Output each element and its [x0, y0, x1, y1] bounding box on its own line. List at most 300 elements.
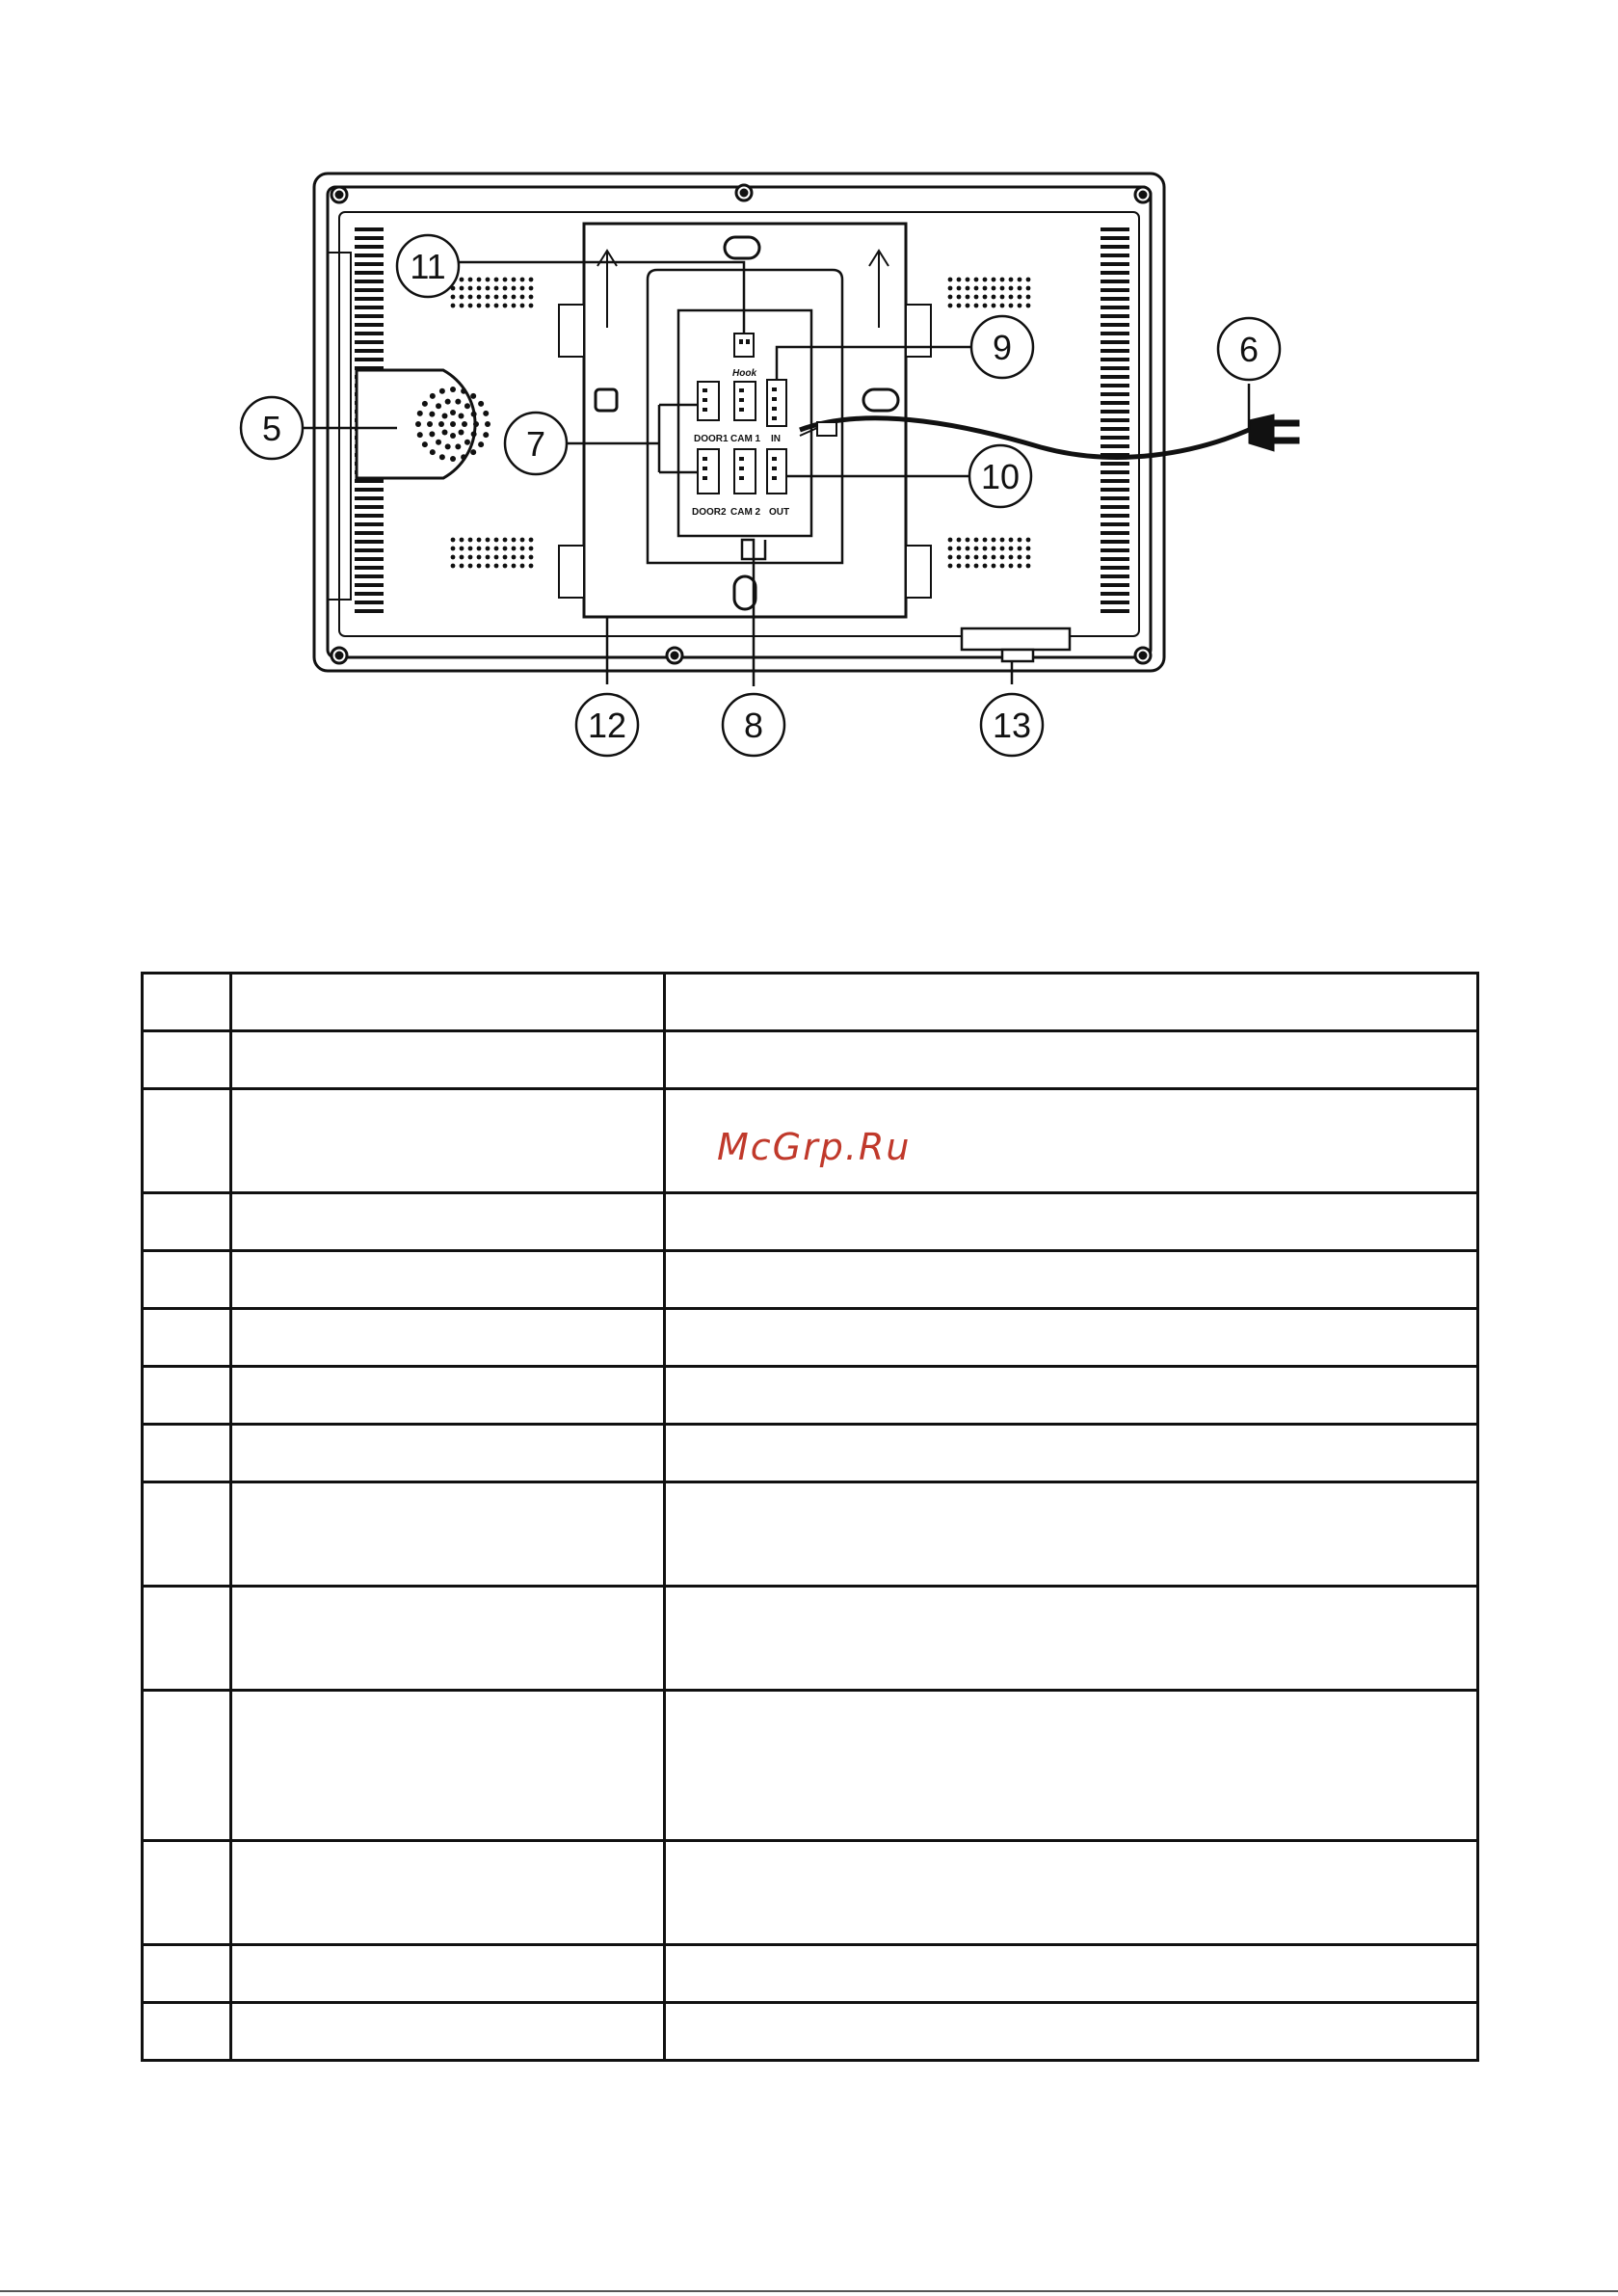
speaker-hole [471, 412, 477, 417]
vent-slot [1101, 227, 1129, 231]
grille-dot [512, 555, 517, 560]
grille-dot [468, 304, 473, 308]
speaker-hole [450, 421, 456, 427]
grille-dot [494, 286, 499, 291]
grille-dot [966, 547, 970, 551]
table-cell [665, 1089, 1478, 1193]
speaker-hole [470, 393, 476, 399]
grille-dot [468, 278, 473, 282]
door2-connector [698, 449, 719, 494]
speaker-hole [450, 433, 456, 439]
grille-dot [974, 278, 979, 282]
grille-dot [1009, 304, 1014, 308]
grille-dot [529, 304, 534, 308]
grille-dot [948, 295, 953, 300]
callout-12: 12 [587, 706, 627, 745]
grille-dot [1009, 538, 1014, 543]
grille-dot [529, 538, 534, 543]
vent-slot [1101, 574, 1129, 578]
vent-slot [355, 288, 384, 292]
vent-slot [355, 548, 384, 552]
grille-dot [1018, 304, 1022, 308]
grille-dot [460, 564, 464, 569]
speaker-hole [455, 399, 461, 405]
grille-dot [494, 304, 499, 308]
grille-dot [974, 304, 979, 308]
vent-slot [355, 540, 384, 544]
table-cell [143, 1841, 231, 1945]
speaker-hole [458, 414, 464, 419]
vent-slot [1101, 540, 1129, 544]
grille-dot [983, 538, 988, 543]
grille-dot [974, 286, 979, 291]
grille-dot [494, 278, 499, 282]
vent-slot [355, 332, 384, 335]
vent-slot [355, 566, 384, 570]
vent-slot [1101, 358, 1129, 361]
table-cell [665, 1251, 1478, 1309]
grille-dot [460, 547, 464, 551]
vent-slot [1101, 245, 1129, 249]
grille-dot [451, 564, 456, 569]
table-row [143, 1309, 1478, 1367]
label-hook: Hook [732, 368, 756, 379]
table-row [143, 1031, 1478, 1089]
vent-slot [1101, 323, 1129, 327]
table-cell [143, 1425, 231, 1482]
callout-7: 7 [525, 424, 546, 464]
table-cell [143, 1089, 231, 1193]
grille-dot [529, 286, 534, 291]
grille-dot [520, 286, 525, 291]
vent-slot [1101, 548, 1129, 552]
vent-slot [1101, 375, 1129, 379]
speaker-hole [430, 393, 436, 399]
vent-slot [1101, 384, 1129, 387]
grille-dot [494, 564, 499, 569]
grille-dot [529, 278, 534, 282]
grille-dot [974, 547, 979, 551]
table-cell [665, 1367, 1478, 1425]
speaker-hole [450, 410, 456, 415]
grille-dot [957, 564, 962, 569]
grille-dot [948, 555, 953, 560]
grille-dot [529, 564, 534, 569]
door1-connector [698, 382, 719, 420]
speaker-hole [461, 388, 466, 394]
grille-dot [512, 547, 517, 551]
grille-dot [966, 564, 970, 569]
grille-dot [468, 286, 473, 291]
grille-dot [460, 295, 464, 300]
spec-table-body [143, 974, 1478, 2061]
grille-dot [1000, 295, 1005, 300]
grille-dot [512, 278, 517, 282]
table-row [143, 974, 1478, 1031]
table-cell [231, 1193, 665, 1251]
grille-dot [451, 304, 456, 308]
vent-slot [355, 280, 384, 283]
grille-dot [503, 286, 508, 291]
vent-slot [355, 496, 384, 500]
table-cell [231, 1367, 665, 1425]
grille-dot [529, 555, 534, 560]
callout-10: 10 [980, 457, 1021, 496]
vent-slot [1101, 496, 1129, 500]
grille-dot [983, 304, 988, 308]
table-cell [665, 2003, 1478, 2061]
table-cell [143, 1367, 231, 1425]
grille-dot [1026, 555, 1031, 560]
table-cell [143, 1193, 231, 1251]
vent-slot [355, 505, 384, 509]
speaker-hole [422, 441, 428, 447]
grille-dot [451, 547, 456, 551]
grille-dot [1018, 547, 1022, 551]
vent-slot [355, 340, 384, 344]
grille-dot [486, 278, 491, 282]
label-cam1: CAM 1 [730, 434, 761, 444]
speaker-hole [430, 449, 436, 455]
table-cell [665, 1425, 1478, 1482]
vent-slot [355, 262, 384, 266]
grille-dot [992, 304, 996, 308]
grille-dot [1000, 555, 1005, 560]
callout-5: 5 [261, 409, 282, 448]
grille-dot [503, 278, 508, 282]
speaker-hole [461, 454, 466, 460]
grille-dot [529, 547, 534, 551]
label-door1: DOOR1 [694, 434, 729, 444]
grille-dot [1026, 304, 1031, 308]
grille-dot [468, 538, 473, 543]
grille-dot [983, 295, 988, 300]
speaker-hole [483, 432, 489, 438]
grille-dot [1009, 547, 1014, 551]
table-cell [665, 1193, 1478, 1251]
vent-slot [1101, 566, 1129, 570]
speaker-hole [439, 388, 445, 394]
grille-dot [992, 538, 996, 543]
vent-slot [355, 245, 384, 249]
grille-dot [948, 538, 953, 543]
vent-slot [355, 271, 384, 275]
speaker-hole [438, 421, 444, 427]
grille-dot [520, 555, 525, 560]
grille-dot [974, 555, 979, 560]
grille-dot [1000, 286, 1005, 291]
grille-dot [983, 547, 988, 551]
table-cell [231, 1691, 665, 1841]
table-cell [231, 1425, 665, 1482]
grille-dot [1026, 295, 1031, 300]
grille-dot [1000, 278, 1005, 282]
vent-slot [355, 254, 384, 257]
grille-dot [983, 555, 988, 560]
vent-slot [1101, 410, 1129, 414]
speaker-hole [422, 401, 428, 407]
grille-dot [1009, 564, 1014, 569]
callout-8: 8 [743, 706, 764, 745]
grille-dot [1009, 555, 1014, 560]
speaker-hole [450, 456, 456, 462]
vent-slot [1101, 314, 1129, 318]
grille-dot [486, 547, 491, 551]
grille-dot [1000, 304, 1005, 308]
grille-dot [503, 555, 508, 560]
grille-dot [966, 538, 970, 543]
grille-dot [983, 278, 988, 282]
grille-dot [468, 295, 473, 300]
grille-dot [477, 564, 482, 569]
vent-slot [1101, 479, 1129, 483]
label-door2: DOOR2 [692, 507, 727, 518]
grille-dot [948, 304, 953, 308]
vent-slot [355, 349, 384, 353]
vent-slot [1101, 601, 1129, 604]
speaker-hole [483, 411, 489, 416]
speaker-hole [450, 387, 456, 392]
grille-dot [957, 304, 962, 308]
vent-slot [355, 601, 384, 604]
table-row [143, 1482, 1478, 1587]
grille-dot [1018, 286, 1022, 291]
label-cam2: CAM 2 [730, 507, 761, 518]
grille-dot [1009, 295, 1014, 300]
grille-dot [992, 278, 996, 282]
speaker-hole [415, 421, 421, 427]
speaker-hole [470, 449, 476, 455]
grille-dot [1026, 547, 1031, 551]
grille-dot [477, 286, 482, 291]
grille-dot [494, 555, 499, 560]
vent-slot [1101, 392, 1129, 396]
grille-dot [1026, 278, 1031, 282]
grille-dot [520, 278, 525, 282]
cam2-connector [734, 449, 756, 494]
grille-dot [957, 555, 962, 560]
grille-dot [1000, 547, 1005, 551]
vent-slot [1101, 349, 1129, 353]
speaker-hole [442, 429, 448, 435]
speaker-hole [436, 403, 441, 409]
vent-slot [1101, 583, 1129, 587]
speaker-hole [442, 414, 448, 419]
table-cell [665, 1482, 1478, 1587]
vent-slot [355, 297, 384, 301]
vent-slot [355, 574, 384, 578]
table-row [143, 2003, 1478, 2061]
grille-dot [494, 295, 499, 300]
speaker-hole [429, 412, 435, 417]
vent-slot [355, 358, 384, 361]
vent-slot [1101, 531, 1129, 535]
grille-dot [983, 286, 988, 291]
grille-dot [974, 538, 979, 543]
grille-dot [966, 555, 970, 560]
grille-dot [460, 304, 464, 308]
vent-slot [1101, 462, 1129, 466]
grille-dot [477, 538, 482, 543]
grille-dot [957, 295, 962, 300]
speaker-hole [417, 411, 423, 416]
table-row [143, 1841, 1478, 1945]
table-cell [231, 974, 665, 1031]
vent-slot [355, 314, 384, 318]
grille-dot [503, 304, 508, 308]
table-cell [231, 1482, 665, 1587]
grille-dot [520, 295, 525, 300]
grille-dot [512, 564, 517, 569]
grille-dot [486, 295, 491, 300]
table-cell [143, 1031, 231, 1089]
callout-6: 6 [1238, 330, 1260, 369]
grille-dot [486, 304, 491, 308]
grille-dot [1026, 286, 1031, 291]
vent-slot [1101, 262, 1129, 266]
vent-slot [355, 522, 384, 526]
grille-dot [486, 555, 491, 560]
callout-9: 9 [992, 328, 1013, 367]
grille-dot [494, 538, 499, 543]
speaker-hole [436, 440, 441, 445]
vent-slot [1101, 401, 1129, 405]
table-row [143, 1945, 1478, 2003]
grille-dot [957, 286, 962, 291]
grille-dot [957, 278, 962, 282]
table-cell [143, 974, 231, 1031]
cam1-connector [734, 382, 756, 420]
grille-dot [520, 304, 525, 308]
vent-slot [355, 592, 384, 596]
grille-dot [983, 564, 988, 569]
vent-slot [1101, 488, 1129, 492]
vent-slot [1101, 609, 1129, 613]
speaker-hole [471, 431, 477, 437]
grille-dot [992, 555, 996, 560]
speaker-hole [464, 403, 470, 409]
grille-dot [992, 564, 996, 569]
grille-dot [503, 295, 508, 300]
vent-slot [1101, 236, 1129, 240]
grille-dot [460, 286, 464, 291]
grille-dot [460, 538, 464, 543]
vent-slot [355, 479, 384, 483]
grille-dot [494, 547, 499, 551]
watermark-text: McGrp.Ru [717, 1126, 912, 1168]
grille-dot [460, 278, 464, 282]
grille-dot [957, 547, 962, 551]
callout-11: 11 [410, 247, 446, 286]
grille-dot [477, 555, 482, 560]
vent-slot [1101, 288, 1129, 292]
grille-dot [1018, 538, 1022, 543]
vent-slot [1101, 592, 1129, 596]
table-row [143, 1367, 1478, 1425]
grille-dot [451, 555, 456, 560]
grille-dot [486, 564, 491, 569]
vent-slot [1101, 297, 1129, 301]
table-cell [231, 1945, 665, 2003]
vent-slot [355, 583, 384, 587]
grille-dot [520, 538, 525, 543]
grille-dot [992, 295, 996, 300]
table-row [143, 1193, 1478, 1251]
grille-dot [468, 547, 473, 551]
grille-dot [512, 304, 517, 308]
table-cell [231, 1089, 665, 1193]
grille-dot [974, 564, 979, 569]
vent-slot [355, 236, 384, 240]
grille-dot [477, 295, 482, 300]
grille-dot [966, 278, 970, 282]
table-cell [143, 1482, 231, 1587]
grille-dot [520, 564, 525, 569]
grille-dot [1026, 564, 1031, 569]
table-cell [665, 1309, 1478, 1367]
grille-dot [477, 278, 482, 282]
table-cell [143, 2003, 231, 2061]
vent-slot [355, 306, 384, 309]
vent-slot [1101, 522, 1129, 526]
table-cell [143, 1309, 231, 1367]
grille-dot [503, 547, 508, 551]
table-cell [665, 974, 1478, 1031]
table-cell [665, 1945, 1478, 2003]
table-row [143, 1587, 1478, 1691]
grille-dot [468, 564, 473, 569]
grille-dot [948, 564, 953, 569]
table-cell [665, 1691, 1478, 1841]
grille-dot [948, 278, 953, 282]
grille-dot [1000, 538, 1005, 543]
vent-slot [1101, 254, 1129, 257]
grille-dot [1018, 278, 1022, 282]
vent-slot [1101, 444, 1129, 448]
speaker-hole [439, 454, 445, 460]
grille-dot [992, 286, 996, 291]
grille-dot [1018, 295, 1022, 300]
speaker-hole [462, 421, 467, 427]
grille-dot [966, 295, 970, 300]
grille-dot [512, 295, 517, 300]
grille-dot [477, 547, 482, 551]
table-cell [143, 1587, 231, 1691]
grille-dot [948, 547, 953, 551]
speaker-hole [427, 421, 433, 427]
vent-slot [355, 323, 384, 327]
vent-slot [1101, 505, 1129, 509]
grille-dot [503, 538, 508, 543]
grille-dot [1009, 278, 1014, 282]
speaker-hole [429, 431, 435, 437]
speaker-hole [473, 421, 479, 427]
speaker-hole [445, 443, 451, 449]
grille-dot [477, 304, 482, 308]
grille-dot [529, 295, 534, 300]
vent-slot [1101, 418, 1129, 422]
table-cell [143, 1251, 231, 1309]
grille-dot [1000, 564, 1005, 569]
label-in: IN [771, 434, 781, 444]
grille-dot [1026, 538, 1031, 543]
table-cell [231, 1309, 665, 1367]
callout-13: 13 [992, 706, 1032, 745]
speaker-hole [455, 443, 461, 449]
vent-slot [355, 514, 384, 518]
speaker-hole [478, 401, 484, 407]
speaker-hole [417, 432, 423, 438]
